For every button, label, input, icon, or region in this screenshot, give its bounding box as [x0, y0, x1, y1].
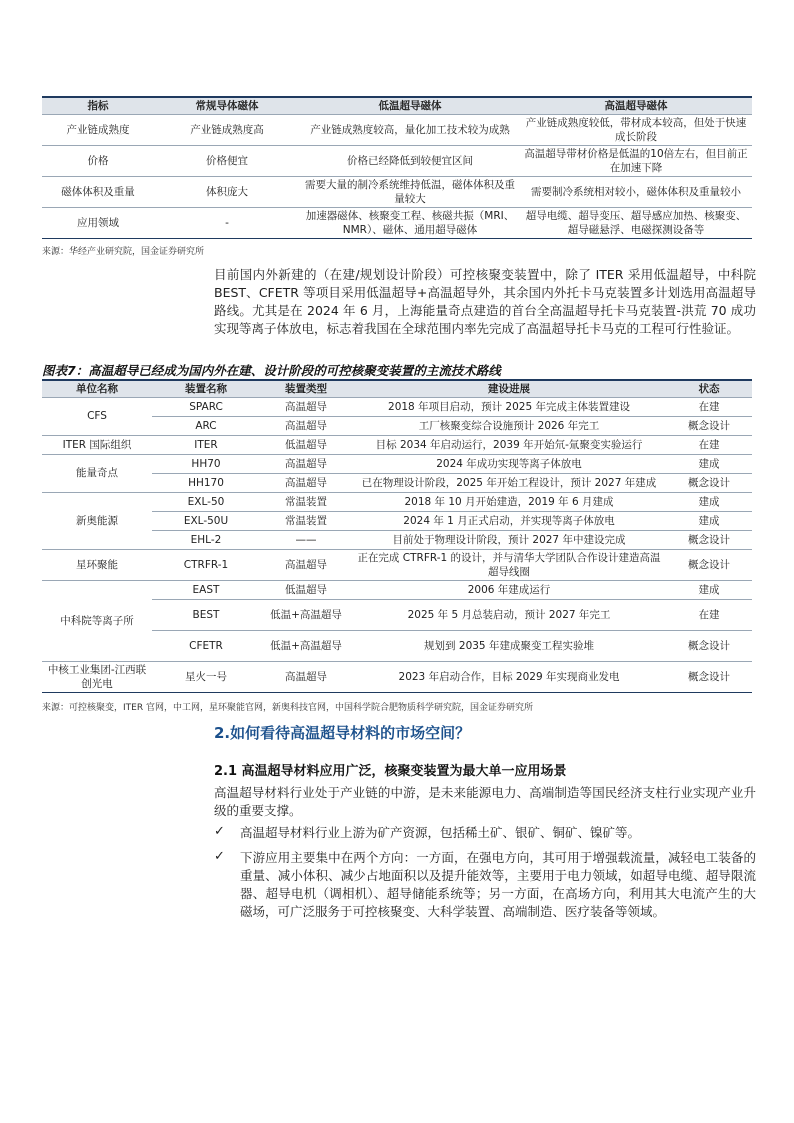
table-header-cell: 高温超导磁体	[604, 99, 668, 112]
section-heading: 2.如何看待高温超导材料的市场空间？	[214, 724, 471, 742]
table-row	[42, 549, 752, 580]
status-cell: 概念设计	[688, 558, 730, 571]
table-cell: 产业链成熟度较高，量化加工技术较为成熟	[310, 123, 510, 136]
device-cell: ITER	[194, 438, 218, 451]
status-cell: 概念设计	[688, 476, 730, 489]
table-cell: 产业链成熟度高	[190, 123, 264, 136]
table-cell: 应用领域	[77, 216, 119, 229]
device-cell: CFETR	[189, 639, 223, 652]
type-cell: 高温超导	[285, 476, 327, 489]
progress-cell: 2023 年启动合作，目标 2029 年实现商业发电	[398, 670, 620, 683]
unit-cell: 能量奇点	[76, 467, 118, 479]
table-row	[42, 145, 752, 176]
type-cell: 高温超导	[285, 670, 327, 683]
progress-cell: 规划到 2035 年建成聚变工程实验堆	[424, 639, 594, 652]
status-cell: 在建	[698, 608, 720, 621]
status-cell: 在建	[698, 400, 720, 413]
progress-cell: 已在物理设计阶段，2025 年开始工程设计，预计 2027 年建成	[361, 476, 657, 489]
unit-cell: 中科院等离子所	[60, 614, 134, 627]
subsection-heading: 2.1 高温超导材料应用广泛，核聚变装置为最大单一应用场景	[214, 764, 567, 779]
device-cell: EHL-2	[190, 533, 222, 546]
unit-cell: 中核工业集团-江西联创光电	[47, 663, 147, 690]
table-cell: 超导电缆、超导变压、超导感应加热、核聚变、超导磁悬浮、电磁探测设备等	[525, 209, 747, 236]
table-row	[42, 435, 752, 454]
device-cell: ARC	[195, 419, 217, 432]
table-cell: 产业链成熟度	[66, 123, 130, 136]
table-cell: 高温超导带材价格是低温的10倍左右，但目前正在加速下降	[524, 147, 748, 174]
table-header-row	[42, 380, 752, 397]
table-row	[42, 114, 752, 145]
device-cell: EXL-50	[187, 495, 225, 508]
device-cell: 星火一号	[185, 670, 227, 683]
progress-cell: 2018 年项目启动，预计 2025 年完成主体装置建设	[388, 400, 630, 413]
table-header-cell: 装置名称	[185, 382, 227, 395]
checkmark-icon: ✓	[214, 849, 225, 864]
status-cell: 建成	[698, 583, 720, 596]
table-cell: 需要制冷系统相对较小，磁体体积及重量较小	[531, 185, 741, 198]
type-cell: 高温超导	[285, 419, 327, 432]
table-cell: 磁体体积及重量	[61, 185, 135, 198]
progress-cell: 正在完成 CTRFR-1 的设计，并与清华大学团队合作设计建造高温超导线圈	[357, 551, 661, 578]
status-cell: 建成	[698, 495, 720, 508]
table-row	[42, 580, 752, 599]
type-cell: 低温+高温超导	[270, 639, 342, 652]
table-row	[42, 176, 752, 207]
progress-cell: 2024 年 1 月正式启动，并实现等离子体放电	[403, 514, 615, 527]
table-header-cell: 指标	[87, 99, 109, 112]
table-cell: 需要大量的制冷系统维持低温，磁体体积及重量较大	[305, 178, 515, 205]
device-cell: EAST	[192, 583, 220, 596]
progress-cell: 2006 年建成运行	[467, 583, 551, 596]
progress-cell: 2024 年成功实现等离子体放电	[436, 457, 582, 470]
table-row	[42, 207, 752, 238]
status-cell: 在建	[698, 438, 720, 451]
figure-title: 图表7：高温超导已经成为国内外在建、设计阶段的可控核聚变装置的主流技术路线	[42, 363, 501, 378]
progress-cell: 目前处于物理设计阶段，预计 2027 年中建设完成	[392, 533, 626, 546]
bullet-text: 高温超导材料行业上游为矿产资源，包括稀土矿、银矿、铜矿、镍矿等。	[240, 825, 641, 840]
progress-cell: 2018 年 10 月开始建造，2019 年 6 月建成	[404, 495, 614, 508]
type-cell: 低温超导	[285, 583, 327, 596]
type-cell: 高温超导	[285, 558, 327, 571]
device-cell: HH70	[191, 457, 221, 470]
progress-cell: 2025 年 5 月总装启动，预计 2027 年完工	[407, 608, 611, 621]
device-cell: BEST	[192, 608, 220, 621]
table-cell: 价格	[87, 154, 109, 167]
status-cell: 建成	[698, 457, 720, 470]
device-cell: SPARC	[189, 400, 223, 413]
type-cell: 高温超导	[285, 400, 327, 413]
table-header-cell: 状态	[698, 382, 720, 395]
type-cell: 低温+高温超导	[270, 608, 342, 621]
status-cell: 概念设计	[688, 670, 730, 683]
type-cell: 常温装置	[285, 514, 327, 527]
status-cell: 建成	[698, 514, 720, 527]
table-row	[42, 492, 752, 511]
table-row	[42, 454, 752, 473]
table-cell: 价格便宜	[206, 154, 248, 167]
body-paragraph: 高温超导材料行业处于产业链的中游，是未来能源电力、高端制造等国民经济支柱行业实现产业升级的重要支撑。	[214, 785, 756, 818]
unit-cell: 星环聚能	[76, 558, 118, 571]
table-header-cell: 建设进展	[488, 382, 530, 395]
unit-cell: CFS	[87, 410, 107, 422]
status-cell: 概念设计	[688, 639, 730, 652]
fusion-device-table	[42, 379, 752, 693]
type-cell: 高温超导	[285, 457, 327, 470]
type-cell: 常温装置	[285, 495, 327, 508]
body-paragraph: 目前国内外新建的（在建/规划设计阶段）可控核聚变装置中，除了 ITER 采用低温超导，中科院 BEST、CFETR 等项目采用低温超导+高温超导外，其余国内外托卡马克装置多计划选用高温超导路线。尤其是在 2024 年 6 月，上海能量奇点建造的首台全高温超导托卡马克装置-洪荒 70 成功实现等离子体放电，标志着我国在全球范围内率先完成了高温超导托卡马克的工程可行性验证。	[214, 267, 756, 336]
unit-cell: ITER 国际组织	[62, 438, 132, 451]
table-cell: 体积庞大	[206, 185, 248, 198]
table-header-cell: 装置类型	[285, 382, 327, 395]
table-cell: 加速器磁体、核聚变工程、核磁共振（MRI、NMR）、磁体、通用超导磁体	[305, 209, 515, 236]
table-cell: 价格已经降低到较便宜区间	[347, 154, 473, 167]
status-cell: 概念设计	[688, 533, 730, 546]
comparison-table	[42, 96, 752, 239]
type-cell: 低温超导	[285, 438, 327, 451]
figure-source-note: 来源：可控核聚变，ITER 官网，中工网，星环聚能官网，新奥科技官网，中国科学院合肥物质科学研究院，国金证券研究所	[42, 703, 533, 713]
table-header-row	[42, 97, 752, 114]
table-cell: -	[225, 216, 229, 229]
device-cell: EXL-50U	[183, 514, 229, 527]
unit-cell: 新奥能源	[76, 514, 118, 527]
table-header-cell: 常规导体磁体	[195, 99, 259, 112]
progress-cell: 目标 2034 年启动运行，2039 年开始氘-氚聚变实验运行	[375, 438, 643, 451]
table-cell: 产业链成熟度较低，带材成本较高，但处于快速成长阶段	[525, 116, 747, 143]
table-row	[42, 661, 752, 692]
status-cell: 概念设计	[688, 419, 730, 432]
table-header-cell: 单位名称	[76, 382, 118, 395]
checkmark-icon: ✓	[214, 824, 225, 839]
table-row	[42, 397, 752, 416]
table-source-note: 来源：华经产业研究院，国金证券研究所	[42, 247, 205, 257]
type-cell: ——	[295, 533, 317, 546]
bullet-text: 下游应用主要集中在两个方向：一方面，在强电方向，其可用于增强载流量，减轻电工装备的重量、减小体积、减少占地面积以及提升能效等，主要用于电力领域，如超导电缆、超导限流器、超导电机（调相机）、超导储能系统等；另一方面，在高场方向，利用其大电流产生的大磁场，可广泛服务于可控核聚变、大科学装置、高端制造、医疗装备等领域。	[240, 850, 756, 919]
table-header-cell: 低温超导磁体	[378, 99, 442, 112]
progress-cell: 工厂核聚变综合设施预计 2026 年完工	[418, 419, 600, 432]
device-cell: HH170	[188, 476, 224, 489]
device-cell: CTRFR-1	[183, 558, 229, 571]
